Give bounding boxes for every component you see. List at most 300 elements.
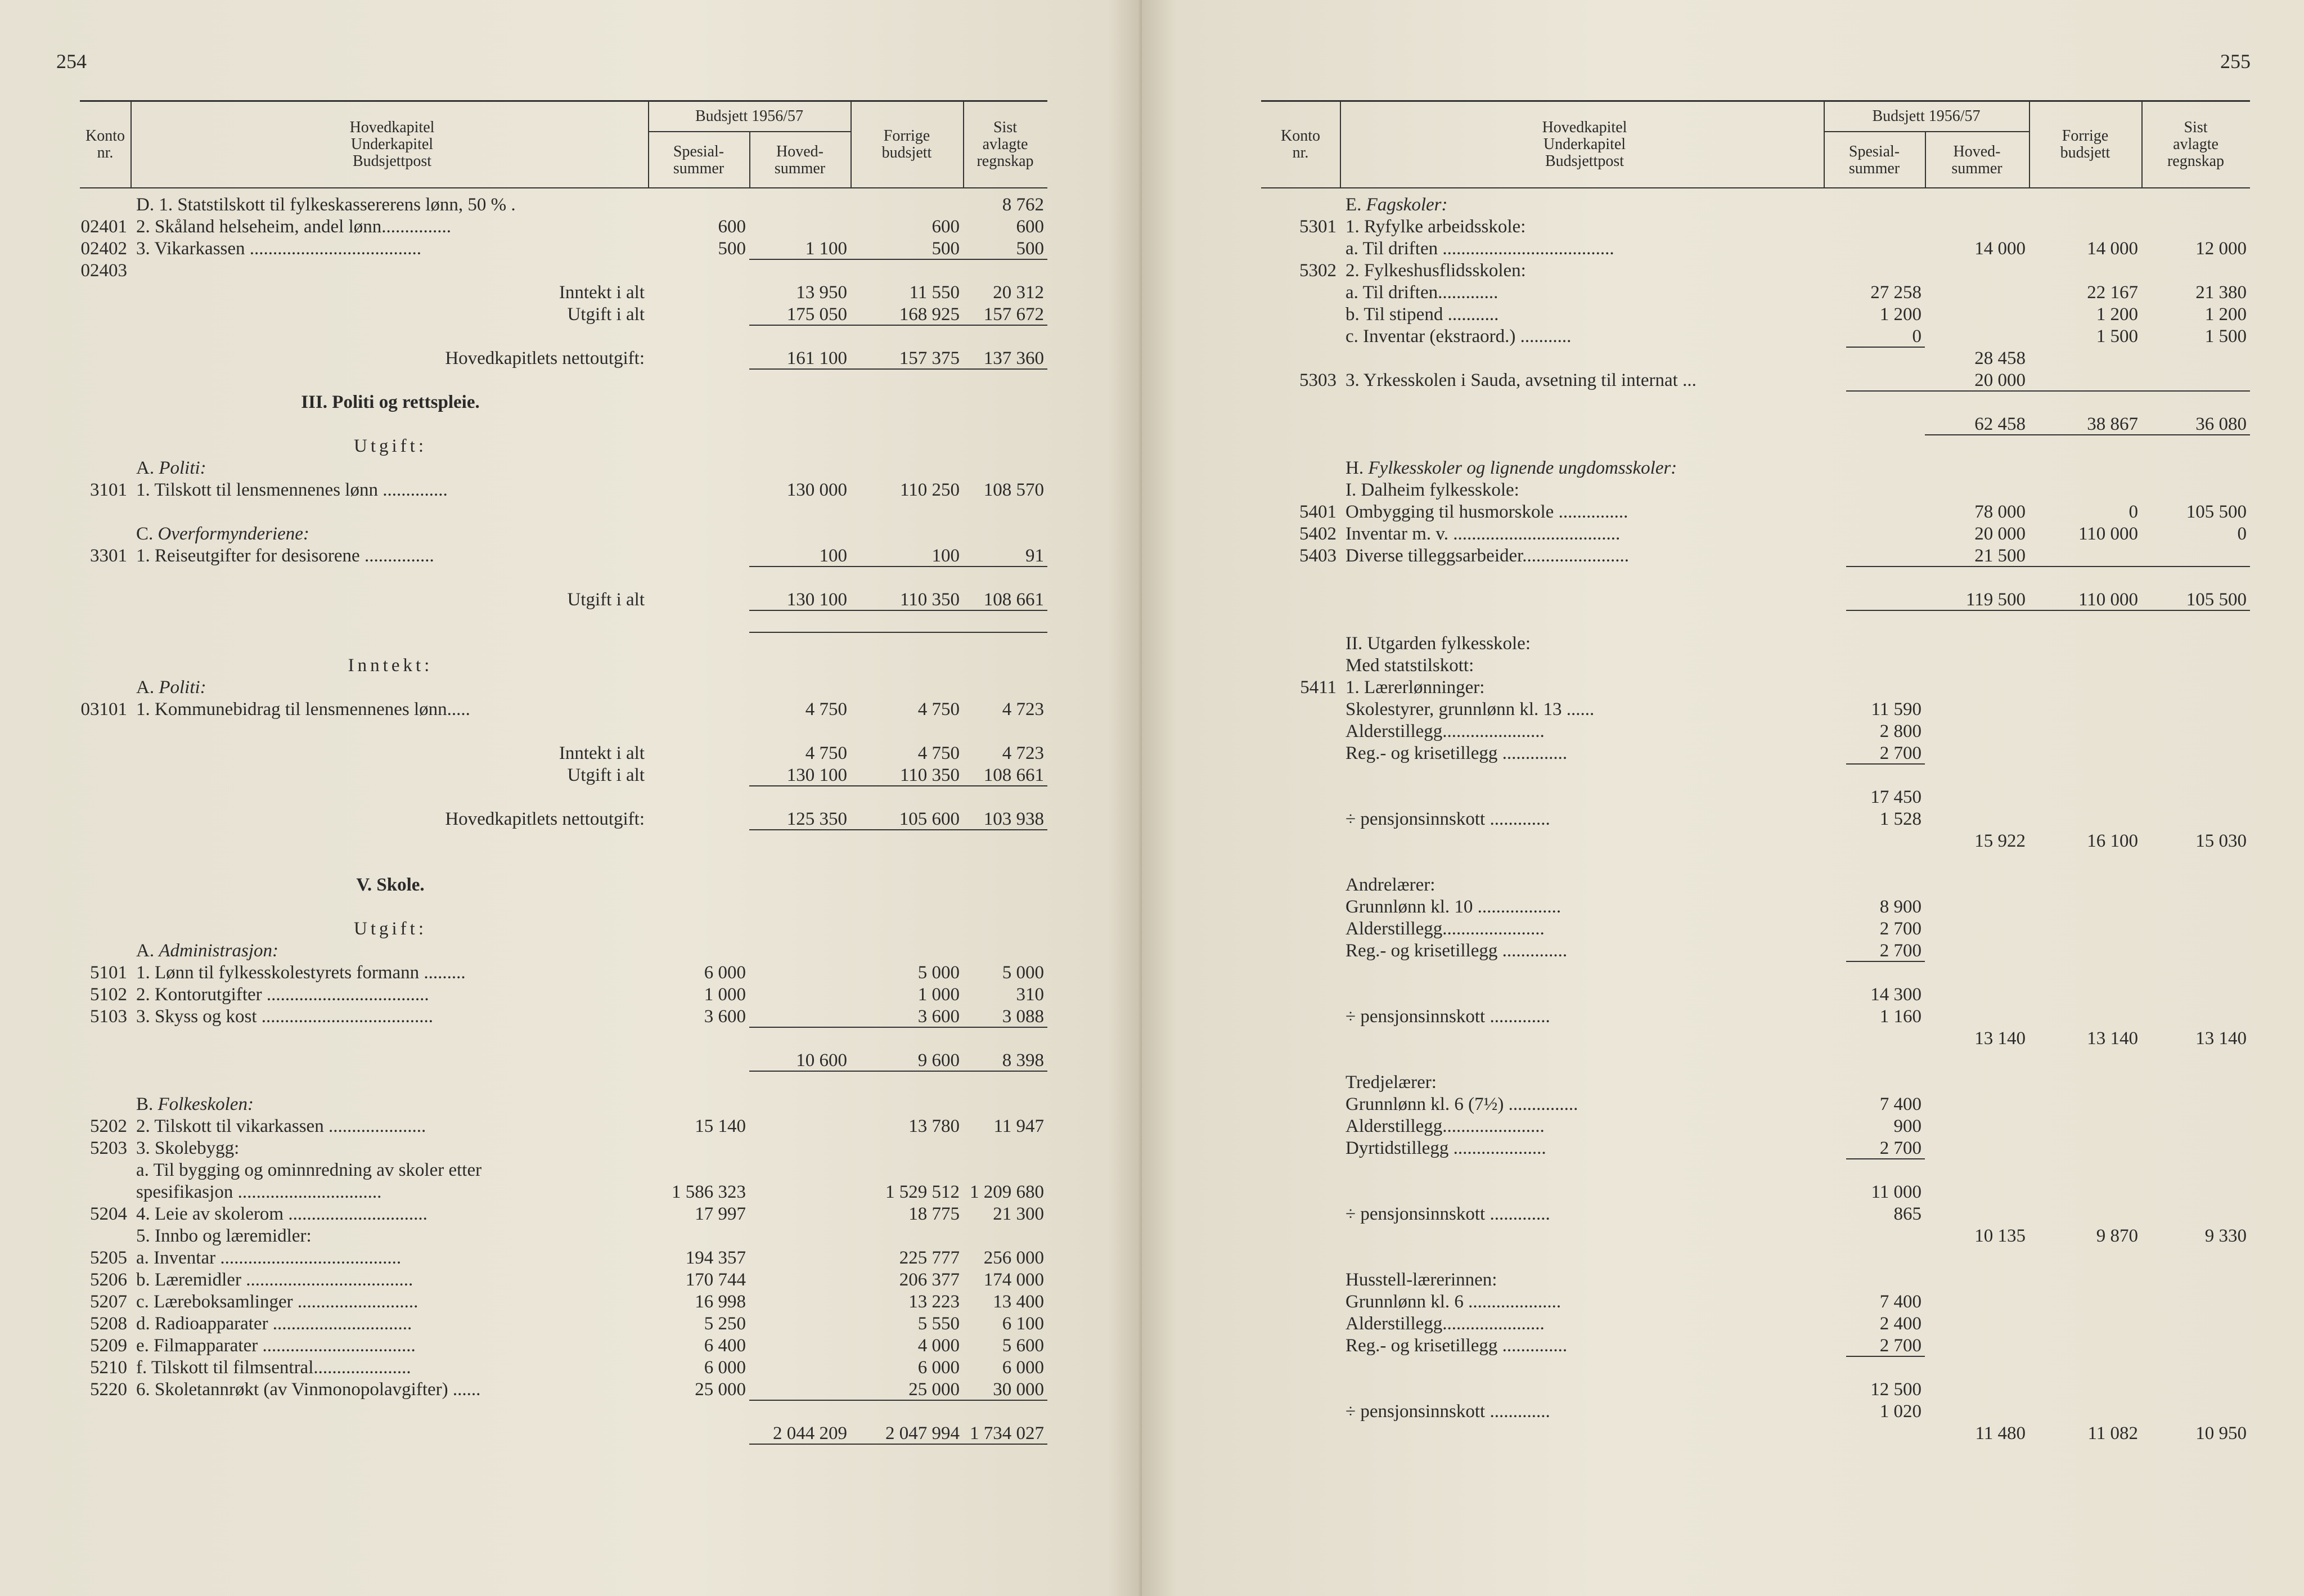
cell-t: 3. Skolebygg:: [136, 1138, 240, 1158]
table-row: [80, 435, 1047, 457]
table-row: [80, 589, 1047, 611]
table-row: [80, 1269, 1047, 1291]
table-row: [1261, 611, 2250, 633]
table-row: [1261, 1050, 2250, 1072]
cell-k: 5203: [90, 1138, 127, 1158]
cell-k: 3301: [90, 546, 127, 566]
cell-r: 0: [2237, 524, 2247, 544]
table-row: [1261, 786, 2250, 808]
cell-f: 168 925: [899, 304, 960, 325]
cell-f: 38 867: [2087, 414, 2138, 434]
cell-f: 4 750: [917, 699, 960, 720]
cell-t: Ombygging til husmorskole ...............: [1346, 502, 1628, 522]
cell-t: ÷ pensjonsinnskott .............: [1346, 1006, 1550, 1027]
cell-s: 1 160: [1879, 1006, 1922, 1027]
left-table-body: [80, 194, 1047, 1445]
cell-k: 5402: [1299, 524, 1336, 544]
cell-r: 13 140: [2195, 1028, 2247, 1049]
cell-f: 14 000: [2087, 239, 2138, 259]
cell-f: 105 600: [899, 809, 960, 829]
table-row: [80, 743, 1047, 765]
table-row: [80, 545, 1047, 567]
cell-k: 5401: [1299, 502, 1336, 522]
sum-rule: [1846, 347, 1925, 348]
cell-k: 3101: [90, 480, 127, 500]
table-row: [80, 238, 1047, 260]
cell-f: 3 600: [917, 1006, 960, 1027]
cell-t: Tredjelærer:: [1346, 1072, 1437, 1093]
cell-r: 21 380: [2195, 282, 2247, 303]
cell-s: 2 800: [1879, 721, 1922, 741]
table-row: [1261, 589, 2250, 611]
cell-r: 256 000: [983, 1248, 1044, 1268]
table-row: [80, 1379, 1047, 1401]
table-row: [80, 677, 1047, 699]
cell-s: 2 700: [1879, 1138, 1922, 1158]
cell-r: 36 080: [2195, 414, 2247, 434]
table-row: [80, 479, 1047, 501]
cell-t: 6. Skoletannrøkt (av Vinmonopolavgifter) ......: [136, 1379, 481, 1400]
table-row: [1261, 633, 2250, 655]
cell-r: 5 000: [1002, 963, 1044, 983]
table-row: [1261, 370, 2250, 392]
table-row: [1261, 1181, 2250, 1203]
cell-k: 03101: [80, 699, 127, 720]
cell-k: 5209: [90, 1336, 127, 1356]
header-hovedkapitel: Hovedkapitel Underkapitel Budsjettpost: [1542, 119, 1627, 170]
cell-t: A. Politi:: [136, 458, 206, 478]
table-row: [80, 392, 1047, 413]
cell-t: C. Overformynderiene:: [136, 524, 309, 544]
cell-h: 4 750: [805, 699, 847, 720]
table-row: [80, 852, 1047, 874]
table-row: [80, 1028, 1047, 1050]
cell-t: D. 1. Statstilskott til fylkeskassererens lønn, 50 % .: [136, 195, 516, 215]
table-row: [80, 1291, 1047, 1313]
cell-f: 110 350: [899, 590, 960, 610]
table-row: [80, 1094, 1047, 1116]
table-row: [80, 765, 1047, 786]
cell-t: 2. Fylkeshusflidsskolen:: [1346, 260, 1526, 281]
cell-t: II. Utgarden fylkesskole:: [1346, 633, 1531, 654]
sum-rule: [1925, 566, 2250, 567]
cell-t: a. Til driften.............: [1346, 282, 1498, 303]
table-row: [1261, 896, 2250, 918]
right-table-body: [1261, 194, 2250, 1445]
table-row: [1261, 413, 2250, 435]
table-row: [1261, 1269, 2250, 1291]
table-row: [80, 1247, 1047, 1269]
cell-r: 310: [1016, 984, 1044, 1005]
cell-r: 1 500: [2204, 326, 2247, 347]
cell-t: Alderstillegg......................: [1346, 1116, 1545, 1136]
cell-t: c. Inventar (ekstraord.) ...........: [1346, 326, 1572, 347]
header-hoved: Hoved- summer: [774, 143, 826, 177]
cell-f: 11 550: [909, 282, 960, 303]
table-row: [1261, 567, 2250, 589]
header-divider: [1340, 102, 1341, 187]
table-row: [80, 1357, 1047, 1379]
cell-k: 5102: [90, 984, 127, 1005]
cell-t: Alderstillegg......................: [1346, 721, 1545, 741]
table-row: [1261, 721, 2250, 743]
cell-s: 12 500: [1870, 1379, 1922, 1400]
cell-r: 5 600: [1002, 1336, 1044, 1356]
cell-h: 130 100: [786, 590, 847, 610]
table-row: [1261, 874, 2250, 896]
cell-s: 6 000: [704, 1357, 746, 1378]
cell-t: B. Folkeskolen:: [136, 1094, 254, 1114]
table-row: [80, 962, 1047, 984]
cell-t: 1. Reiseutgifter for desisorene ...............: [136, 546, 434, 566]
cell-k: 5205: [90, 1248, 127, 1268]
cell-h: 11 480: [1975, 1423, 2026, 1444]
sum-rule: [1846, 1158, 1925, 1159]
table-row: [1261, 238, 2250, 260]
table-row: [80, 216, 1047, 238]
cell-t: 3. Vikarkassen .....................................: [136, 239, 422, 259]
table-row: [1261, 852, 2250, 874]
cell-s: 11 590: [1871, 699, 1922, 720]
cell-s: 14 300: [1870, 984, 1922, 1005]
table-row: [80, 699, 1047, 721]
cell-r: 12 000: [2195, 239, 2247, 259]
table-row: [80, 1401, 1047, 1423]
cell-h: 130 000: [786, 480, 847, 500]
table-row: [80, 282, 1047, 304]
cell-s: 194 357: [685, 1248, 746, 1268]
table-row: [80, 721, 1047, 743]
cell-s: 7 400: [1879, 1094, 1922, 1114]
table-row: [1261, 984, 2250, 1006]
header-sist: Sist avlagte regnskap: [976, 119, 1034, 170]
table-row: [80, 918, 1047, 940]
table-row: [80, 1423, 1047, 1445]
cell-t: Utgift:: [354, 919, 427, 939]
cell-t: III. Politi og rettspleie.: [301, 392, 480, 412]
table-row: [1261, 1072, 2250, 1094]
table-row: [80, 194, 1047, 216]
cell-t: b. Til stipend ...........: [1346, 304, 1499, 325]
cell-h: 100: [819, 546, 847, 566]
table-row: [1261, 457, 2250, 479]
cell-t: a. Til bygging og ominnredning av skoler etter: [136, 1160, 482, 1180]
cell-r: 15 030: [2195, 831, 2247, 851]
header-sist: Sist avlagte regnskap: [2167, 119, 2225, 170]
cell-t: 1. Tilskott til lensmennenes lønn ..............: [136, 480, 448, 500]
sum-rule: [1846, 763, 1925, 765]
cell-h: 13 140: [1974, 1028, 2026, 1049]
cell-r: 6 000: [1002, 1357, 1044, 1378]
cell-f: 4 000: [917, 1336, 960, 1356]
cell-f: 13 780: [908, 1116, 960, 1136]
header-divider: [850, 102, 852, 187]
table-row: [1261, 1335, 2250, 1357]
cell-t: Utgift i alt: [567, 590, 645, 610]
table-row: [1261, 765, 2250, 786]
cell-t: Inventar m. v. ....................................: [1346, 524, 1621, 544]
cell-s: 2 700: [1879, 743, 1922, 763]
cell-f: 1 000: [917, 984, 960, 1005]
cell-f: 110 250: [899, 480, 960, 500]
cell-s: 6 000: [704, 963, 746, 983]
header-divider: [2141, 102, 2143, 187]
cell-t: c. Læreboksamlinger ..........................: [136, 1292, 418, 1312]
cell-f: 157 375: [899, 348, 960, 368]
header-budsjett-underline: [648, 131, 850, 132]
cell-r: 600: [1016, 217, 1044, 237]
cell-t: A. Politi:: [136, 677, 206, 698]
table-row: [1261, 523, 2250, 545]
table-row: [1261, 1094, 2250, 1116]
cell-s: 865: [1893, 1204, 1922, 1224]
cell-t: I. Dalheim fylkesskole:: [1346, 480, 1519, 500]
cell-h: 119 500: [1965, 590, 2026, 610]
table-row: [1261, 655, 2250, 677]
cell-s: 6 400: [704, 1336, 746, 1356]
table-row: [1261, 1116, 2250, 1138]
cell-s: 1 020: [1879, 1401, 1922, 1422]
sum-rule: [1846, 566, 1925, 567]
cell-t: a. Inventar .......................................: [136, 1248, 402, 1268]
header-divider: [2029, 102, 2030, 187]
cell-t: b. Læremidler ....................................: [136, 1270, 413, 1290]
table-row: [1261, 282, 2250, 304]
header-divider: [749, 132, 750, 187]
cell-t: spesifikasjon ...............................: [136, 1182, 382, 1202]
table-row: [1261, 260, 2250, 282]
cell-t: Grunnlønn kl. 6 (7½) ...............: [1346, 1094, 1578, 1114]
cell-r: 21 300: [993, 1204, 1044, 1224]
table-row: [80, 1159, 1047, 1181]
cell-f: 500: [932, 239, 960, 259]
cell-r: 11 947: [993, 1116, 1044, 1136]
cell-t: ÷ pensjonsinnskott .............: [1346, 1401, 1550, 1422]
cell-t: Hovedkapitlets nettoutgift:: [445, 348, 645, 368]
cell-h: 4 750: [805, 743, 847, 763]
cell-t: Hovedkapitlets nettoutgift:: [445, 809, 645, 829]
cell-k: 5101: [90, 963, 127, 983]
cell-h: 130 100: [786, 765, 847, 785]
cell-s: 500: [718, 239, 746, 259]
table-row: [80, 940, 1047, 962]
cell-s: 1 000: [704, 984, 746, 1005]
cell-t: Alderstillegg......................: [1346, 919, 1545, 939]
cell-r: 13 400: [993, 1292, 1044, 1312]
cell-h: 10 600: [796, 1050, 847, 1071]
cell-f: 9 600: [917, 1050, 960, 1071]
cell-s: 600: [718, 217, 746, 237]
right-page-number: 255: [2220, 50, 2251, 73]
cell-k: 5204: [90, 1204, 127, 1224]
cell-f: 1 529 512: [885, 1182, 960, 1202]
table-row: [1261, 962, 2250, 984]
cell-t: Utgift:: [354, 436, 427, 456]
table-row: [80, 326, 1047, 348]
cell-h: 20 000: [1974, 370, 2026, 390]
sum-rule: [1925, 610, 2250, 611]
cell-s: 11 000: [1871, 1182, 1922, 1202]
cell-k: 5206: [90, 1270, 127, 1290]
sum-rule: [749, 1027, 1047, 1028]
cell-k: 5301: [1299, 217, 1336, 237]
cell-k: 5207: [90, 1292, 127, 1312]
table-row: [1261, 808, 2250, 830]
cell-r: 105 500: [2186, 590, 2247, 610]
table-row: [80, 874, 1047, 896]
cell-t: ÷ pensjonsinnskott .............: [1346, 809, 1550, 829]
cell-k: 5303: [1299, 370, 1336, 390]
cell-f: 5 550: [917, 1314, 960, 1334]
cell-t: 4. Leie av skolerom ..............................: [136, 1204, 428, 1224]
cell-r: 10 950: [2195, 1423, 2247, 1444]
header-divider: [648, 102, 649, 187]
cell-t: Inntekt:: [348, 655, 433, 676]
table-row: [80, 1138, 1047, 1159]
table-row: [1261, 1291, 2250, 1313]
cell-h: 20 000: [1974, 524, 2026, 544]
cell-h: 10 135: [1974, 1226, 2026, 1246]
header-budsjett-underline: [1824, 131, 2029, 132]
header-divider: [1925, 132, 1926, 187]
table-row: [80, 808, 1047, 830]
cell-r: 8 762: [1002, 195, 1044, 215]
cell-k: 5220: [90, 1379, 127, 1400]
table-row: [80, 1335, 1047, 1357]
cell-h: 15 922: [1974, 831, 2026, 851]
sum-rule: [1846, 390, 1925, 392]
sum-rule: [749, 1400, 1047, 1401]
cell-f: 600: [932, 217, 960, 237]
cell-k: 5302: [1299, 260, 1336, 281]
cell-h: 28 458: [1974, 348, 2026, 368]
cell-f: 11 082: [2087, 1423, 2138, 1444]
sum-rule: [749, 610, 1047, 611]
table-row: [80, 1006, 1047, 1028]
cell-r: 103 938: [983, 809, 1044, 829]
cell-f: 110 350: [899, 765, 960, 785]
table-row: [80, 1181, 1047, 1203]
header-hoved: Hoved- summer: [1951, 143, 2002, 177]
cell-s: 1 200: [1879, 304, 1922, 325]
sum-rule: [749, 632, 1047, 633]
cell-h: 78 000: [1974, 502, 2026, 522]
table-row: [1261, 677, 2250, 699]
table-row: [1261, 918, 2250, 940]
sum-rule: [1925, 434, 2250, 435]
table-row: [80, 1203, 1047, 1225]
cell-r: 1 734 027: [970, 1423, 1044, 1444]
cell-f: 1 200: [2096, 304, 2138, 325]
right-table-header: [1261, 100, 2250, 188]
cell-s: 5 250: [704, 1314, 746, 1334]
table-row: [1261, 1006, 2250, 1028]
cell-f: 100: [932, 546, 960, 566]
cell-h: 21 500: [1974, 546, 2026, 566]
cell-s: 2 400: [1879, 1314, 1922, 1334]
cell-f: 4 750: [917, 743, 960, 763]
cell-h: 14 000: [1974, 239, 2026, 259]
cell-r: 30 000: [993, 1379, 1044, 1400]
table-row: [80, 501, 1047, 523]
cell-t: 2. Tilskott til vikarkassen .....................: [136, 1116, 426, 1136]
cell-f: 6 000: [917, 1357, 960, 1378]
cell-r: 8 398: [1002, 1050, 1044, 1071]
sum-rule: [749, 785, 1047, 786]
cell-t: Dyrtidstillegg ....................: [1346, 1138, 1546, 1158]
cell-r: 6 100: [1002, 1314, 1044, 1334]
cell-f: 2 047 994: [885, 1423, 960, 1444]
table-row: [80, 1072, 1047, 1094]
cell-s: 2 700: [1879, 1336, 1922, 1356]
cell-t: 2. Kontorutgifter ...................................: [136, 984, 429, 1005]
table-row: [80, 786, 1047, 808]
cell-t: H. Fylkesskoler og lignende ungdomsskoler:: [1346, 458, 1677, 478]
cell-f: 22 167: [2087, 282, 2138, 303]
cell-r: 20 312: [993, 282, 1044, 303]
table-row: [80, 370, 1047, 392]
cell-h: 62 458: [1974, 414, 2026, 434]
cell-k: 5208: [90, 1314, 127, 1334]
cell-r: 1 200: [2204, 304, 2247, 325]
cell-f: 110 000: [2078, 524, 2138, 544]
cell-r: 105 500: [2186, 502, 2247, 522]
table-row: [1261, 216, 2250, 238]
table-row: [80, 523, 1047, 545]
table-row: [1261, 1159, 2250, 1181]
cell-t: Utgift i alt: [567, 304, 645, 325]
cell-s: 170 744: [685, 1270, 746, 1290]
cell-s: 0: [1912, 326, 1922, 347]
cell-r: 137 360: [983, 348, 1044, 368]
sum-rule: [749, 1444, 1047, 1445]
table-row: [1261, 1313, 2250, 1335]
sum-rule: [1846, 961, 1925, 962]
cell-k: 5403: [1299, 546, 1336, 566]
header-divider: [963, 102, 964, 187]
cell-k: 02401: [80, 217, 127, 237]
cell-t: f. Tilskott til filmsentral.....................: [136, 1357, 411, 1378]
header-forrige: Forrige budsjett: [881, 127, 932, 161]
cell-f: 16 100: [2087, 831, 2138, 851]
cell-t: Inntekt i alt: [559, 282, 645, 303]
cell-t: Inntekt i alt: [559, 743, 645, 763]
cell-r: 4 723: [1002, 699, 1044, 720]
cell-s: 15 140: [695, 1116, 746, 1136]
cell-t: Diverse tilleggsarbeider.......................: [1346, 546, 1630, 566]
table-row: [80, 830, 1047, 852]
cell-h: 2 044 209: [773, 1423, 847, 1444]
cell-t: Alderstillegg......................: [1346, 1314, 1545, 1334]
table-row: [80, 984, 1047, 1006]
cell-f: 9 870: [2096, 1226, 2138, 1246]
sum-rule: [1846, 1356, 1925, 1357]
cell-t: Reg.- og krisetillegg ..............: [1346, 941, 1568, 961]
cell-f: 110 000: [2078, 590, 2138, 610]
cell-h: 13 950: [796, 282, 847, 303]
table-row: [1261, 1247, 2250, 1269]
cell-f: 18 775: [908, 1204, 960, 1224]
cell-t: a. Til driften .....................................: [1346, 239, 1614, 259]
table-row: [1261, 1138, 2250, 1159]
cell-s: 27 258: [1870, 282, 1922, 303]
cell-f: 206 377: [899, 1270, 960, 1290]
table-row: [1261, 1357, 2250, 1379]
table-row: [80, 260, 1047, 282]
table-row: [1261, 326, 2250, 348]
cell-h: 161 100: [786, 348, 847, 368]
cell-h: 175 050: [786, 304, 847, 325]
